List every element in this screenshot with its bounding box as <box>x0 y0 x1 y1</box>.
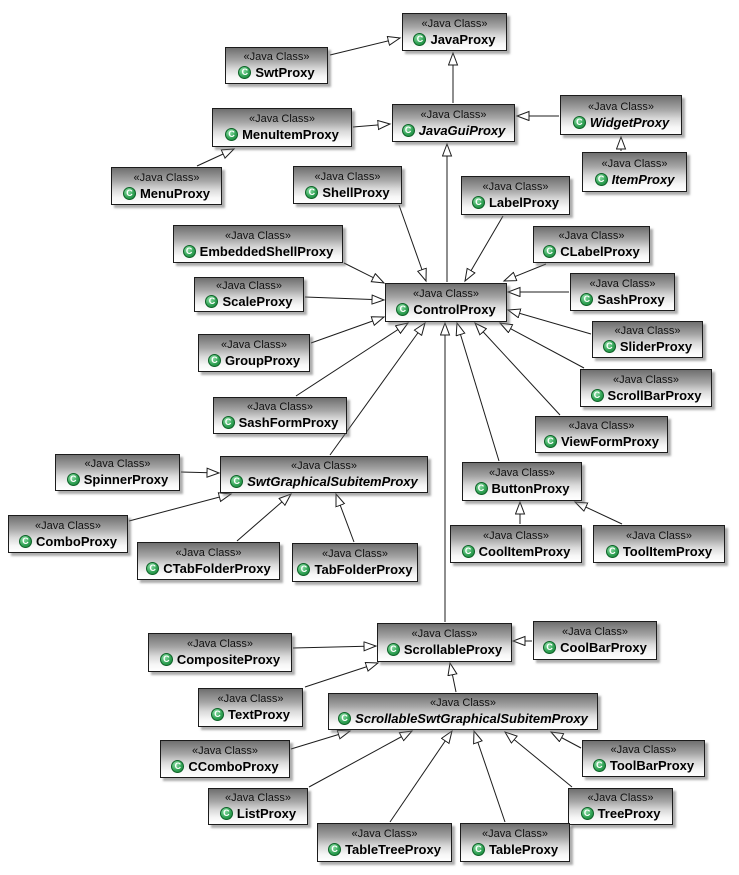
class-name-row <box>205 294 292 309</box>
class-name-label: TableProxy <box>488 842 559 857</box>
stereotype-label: «Java Class» <box>84 458 151 470</box>
class-name-row <box>238 65 314 80</box>
edge-ViewFormProxy-extends-ControlProxy <box>475 323 560 415</box>
class-node-ScaleProxy[interactable] <box>194 277 304 312</box>
class-name-label: MenuProxy <box>139 185 211 201</box>
java-class-icon: C <box>591 389 604 402</box>
java-class-icon: C <box>205 295 218 308</box>
class-name-row <box>595 172 675 187</box>
stereotype-label: «Java Class» <box>246 401 314 413</box>
class-node-ButtonProxy[interactable] <box>462 462 582 501</box>
edge-SliderProxy-extends-ControlProxy <box>508 310 591 334</box>
class-name-label: ScrollableProxy <box>403 642 503 657</box>
edge-MenuProxy-extends-MenuItemProxy <box>197 149 234 166</box>
java-class-icon: C <box>543 245 556 258</box>
class-name-row <box>387 642 502 657</box>
edge-CTabFolderProxy-extends-SwtGraphicalSubitemProxy <box>237 494 291 541</box>
class-node-TextProxy[interactable] <box>198 688 303 727</box>
java-class-icon: C <box>146 562 159 575</box>
java-class-icon: C <box>67 473 80 486</box>
java-class-icon: C <box>472 196 485 209</box>
class-name-row <box>591 388 702 403</box>
class-name-row <box>297 562 412 577</box>
class-name-row <box>67 472 169 487</box>
stereotype-label: «Java Class» <box>601 157 668 170</box>
java-class-icon: C <box>19 535 32 548</box>
class-name-label: EmbeddedShellProxy <box>199 243 334 259</box>
class-name-row <box>211 707 290 722</box>
stereotype-label: «Java Class» <box>421 17 488 30</box>
edge-ScaleProxy-extends-ControlProxy <box>305 297 384 300</box>
class-node-ViewFormProxy[interactable] <box>535 416 668 453</box>
stereotype-label: «Java Class» <box>587 100 655 113</box>
java-class-icon: C <box>595 173 608 186</box>
class-node-SwtProxy[interactable] <box>225 47 328 84</box>
stereotype-label: «Java Class» <box>215 280 283 292</box>
class-name-label: CLabelProxy <box>560 244 640 259</box>
java-class-icon: C <box>462 545 475 558</box>
class-node-SashProxy[interactable] <box>570 273 675 311</box>
class-name-label: SwtProxy <box>255 65 315 80</box>
class-name-row <box>606 544 712 559</box>
class-name-row <box>544 434 659 449</box>
class-node-SpinnerProxy[interactable] <box>55 454 180 491</box>
stereotype-label: «Java Class» <box>220 338 288 351</box>
java-class-icon: C <box>413 33 426 46</box>
class-name-row <box>19 534 117 549</box>
stereotype-label: «Java Class» <box>351 828 418 840</box>
java-class-icon: C <box>472 843 485 856</box>
stereotype-label: «Java Class» <box>612 373 680 386</box>
class-name-row <box>573 115 669 130</box>
edge-ToolBarProxy-extends-ScrollableSwtGraphicalSubitemProxy <box>551 732 581 748</box>
stereotype-label: «Java Class» <box>34 519 102 532</box>
stereotype-label: «Java Class» <box>614 325 681 337</box>
class-name-row <box>171 759 278 774</box>
stereotype-label: «Java Class» <box>186 638 254 650</box>
class-name-row <box>462 544 571 559</box>
class-node-CLabelProxy[interactable] <box>533 226 650 263</box>
edge-GroupProxy-extends-ControlProxy <box>311 317 384 343</box>
class-node-ToolBarProxy[interactable] <box>582 740 705 777</box>
stereotype-label: «Java Class» <box>481 828 549 840</box>
java-class-icon: C <box>573 116 586 129</box>
class-name-row <box>146 561 270 576</box>
java-class-icon: C <box>238 66 251 79</box>
class-name-row <box>580 292 664 307</box>
class-name-row <box>225 127 339 142</box>
stereotype-label: «Java Class» <box>321 548 389 560</box>
stereotype-label: «Java Class» <box>248 113 316 125</box>
java-class-icon: C <box>222 416 235 429</box>
edge-TabFolderProxy-extends-SwtGraphicalSubitemProxy <box>336 494 354 542</box>
class-name-label: ComboProxy <box>36 533 117 549</box>
java-class-icon: C <box>230 475 243 488</box>
class-name-label: ScrollableSwtGraphicalSubitemProxy <box>355 711 588 726</box>
class-name-label: CTabFolderProxy <box>163 560 271 576</box>
stereotype-label: «Java Class» <box>314 170 381 183</box>
class-node-WidgetProxy[interactable] <box>560 95 682 135</box>
java-class-icon: C <box>183 245 196 258</box>
class-name-row <box>543 244 639 259</box>
stereotype-label: «Java Class» <box>412 288 480 300</box>
edge-SwtProxy-extends-JavaProxy <box>330 38 400 55</box>
class-node-ScrollBarProxy[interactable] <box>580 369 712 407</box>
class-node-TabFolderProxy[interactable] <box>292 543 418 582</box>
stereotype-label: «Java Class» <box>133 171 200 184</box>
class-node-CompositeProxy[interactable] <box>148 633 292 672</box>
class-name-row <box>472 195 559 210</box>
class-name-row <box>396 302 495 317</box>
class-node-JavaProxy[interactable] <box>402 13 507 51</box>
class-name-label: ItemProxy <box>611 171 675 187</box>
java-class-icon: C <box>171 760 184 773</box>
class-node-GroupProxy[interactable] <box>198 334 310 372</box>
class-name-row <box>543 640 647 655</box>
edge-CLabelProxy-extends-ControlProxy <box>504 264 546 281</box>
stereotype-label: «Java Class» <box>411 628 478 640</box>
java-class-icon: C <box>211 708 224 721</box>
edge-ToolItemProxy-extends-ButtonProxy <box>575 502 622 524</box>
stereotype-label: «Java Class» <box>558 230 625 242</box>
edge-ComboProxy-extends-SwtGraphicalSubitemProxy <box>129 494 231 521</box>
class-name-label: CoolItemProxy <box>478 543 571 559</box>
stereotype-label: «Java Class» <box>482 181 549 193</box>
edge-ScrollableSwtGraphicalSubitemProxy-extends-ScrollableProxy <box>450 663 456 692</box>
class-name-label: SliderProxy <box>619 339 693 354</box>
class-node-TreeProxy[interactable] <box>568 788 673 825</box>
class-node-ControlProxy[interactable] <box>385 283 507 322</box>
java-class-icon: C <box>544 435 557 448</box>
class-name-label: CoolBarProxy <box>560 640 647 655</box>
class-name-label: ScrollBarProxy <box>607 387 702 403</box>
class-name-label: CComboProxy <box>188 758 279 774</box>
java-class-icon: C <box>603 340 616 353</box>
stereotype-label: «Java Class» <box>224 792 292 804</box>
java-class-icon: C <box>387 643 400 656</box>
edge-SpinnerProxy-extends-SwtGraphicalSubitemProxy <box>181 472 219 473</box>
class-name-row <box>413 32 495 47</box>
class-node-SwtGraphicalSubitemProxy[interactable] <box>220 456 428 493</box>
class-node-EmbeddedShellProxy[interactable] <box>173 225 343 263</box>
edge-CComboProxy-extends-ScrollableSwtGraphicalSubitemProxy <box>291 731 350 749</box>
edge-MenuItemProxy-extends-JavaGuiProxy <box>353 124 390 127</box>
class-name-row <box>593 758 694 773</box>
stereotype-label: «Java Class» <box>420 108 487 121</box>
class-name-row <box>160 652 280 667</box>
java-class-icon: C <box>402 124 415 137</box>
edge-EmbeddedShellProxy-extends-ControlProxy <box>344 263 384 283</box>
java-class-icon: C <box>328 843 341 856</box>
edge-TreeProxy-extends-ScrollableSwtGraphicalSubitemProxy <box>505 732 572 787</box>
class-node-SliderProxy[interactable] <box>592 321 703 358</box>
class-name-row <box>123 186 210 201</box>
class-name-label: SpinnerProxy <box>83 472 169 487</box>
class-name-label: SashFormProxy <box>238 415 339 430</box>
java-class-icon: C <box>581 807 594 820</box>
class-name-row <box>603 339 692 354</box>
class-name-label: ShellProxy <box>322 184 390 200</box>
stereotype-label: «Java Class» <box>610 744 677 756</box>
java-class-icon: C <box>338 712 351 725</box>
java-class-icon: C <box>160 653 173 666</box>
class-name-row <box>581 806 661 821</box>
class-name-label: ToolBarProxy <box>609 758 695 773</box>
class-name-row <box>305 185 389 200</box>
edge-TableProxy-extends-ScrollableSwtGraphicalSubitemProxy <box>474 731 505 822</box>
class-node-ComboProxy[interactable] <box>8 515 128 553</box>
java-class-icon: C <box>396 303 409 316</box>
stereotype-label: «Java Class» <box>224 229 292 242</box>
java-class-icon: C <box>305 186 318 199</box>
class-node-CComboProxy[interactable] <box>160 740 290 778</box>
class-name-row <box>222 415 339 430</box>
stereotype-label: «Java Class» <box>429 697 497 709</box>
class-node-CoolItemProxy[interactable] <box>450 525 582 563</box>
edge-ScrollBarProxy-extends-ControlProxy <box>500 323 584 368</box>
stereotype-label: «Java Class» <box>482 529 550 542</box>
class-name-label: CompositeProxy <box>176 652 281 667</box>
stereotype-label: «Java Class» <box>217 693 284 705</box>
class-node-MenuProxy[interactable] <box>111 167 222 205</box>
edge-SashFormProxy-extends-ControlProxy <box>296 323 408 396</box>
stereotype-label: «Java Class» <box>587 792 654 804</box>
java-class-icon: C <box>475 482 488 495</box>
edge-LabelProxy-extends-ControlProxy <box>465 216 503 281</box>
class-name-label: JavaGuiProxy <box>418 122 506 138</box>
class-node-ScrollableProxy[interactable] <box>377 623 512 662</box>
stereotype-label: «Java Class» <box>290 460 358 472</box>
java-class-icon: C <box>606 545 619 558</box>
class-name-label: ViewFormProxy <box>560 434 660 449</box>
class-name-label: ListProxy <box>236 806 297 821</box>
class-name-label: ButtonProxy <box>491 481 570 496</box>
class-name-row <box>475 481 570 496</box>
class-node-ItemProxy[interactable] <box>582 152 687 192</box>
class-name-label: WidgetProxy <box>589 114 670 130</box>
java-class-icon: C <box>580 293 593 306</box>
stereotype-label: «Java Class» <box>191 744 259 757</box>
class-name-row <box>328 842 441 857</box>
class-name-label: GroupProxy <box>224 352 301 368</box>
java-class-icon: C <box>543 641 556 654</box>
stereotype-label: «Java Class» <box>243 51 310 63</box>
class-name-row <box>472 842 558 857</box>
class-name-row <box>208 353 300 368</box>
stereotype-label: «Java Class» <box>561 626 629 638</box>
class-name-label: JavaProxy <box>430 31 496 47</box>
class-name-row <box>220 806 296 821</box>
stereotype-label: «Java Class» <box>175 546 242 559</box>
class-name-label: SwtGraphicalSubitemProxy <box>247 474 418 489</box>
class-name-label: TabFolderProxy <box>314 562 413 577</box>
class-node-MenuItemProxy[interactable] <box>212 108 352 147</box>
stereotype-label: «Java Class» <box>568 420 635 432</box>
class-node-LabelProxy[interactable] <box>461 176 570 215</box>
edge-TableTreeProxy-extends-ScrollableSwtGraphicalSubitemProxy <box>390 731 452 822</box>
class-name-label: TextProxy <box>228 707 290 722</box>
class-node-ShellProxy[interactable] <box>293 166 402 204</box>
class-name-label: SashProxy <box>597 291 665 307</box>
java-class-icon: C <box>220 807 233 820</box>
edge-CompositeProxy-extends-ScrollableProxy <box>293 646 376 648</box>
class-node-ToolItemProxy[interactable] <box>593 525 725 563</box>
java-class-icon: C <box>297 563 310 576</box>
class-node-ScrollableSwtGraphicalSubitemProxy[interactable] <box>328 693 598 730</box>
class-node-CoolBarProxy[interactable] <box>533 621 657 660</box>
class-node-ListProxy[interactable] <box>208 788 308 825</box>
java-class-icon: C <box>225 128 238 141</box>
edge-ButtonProxy-extends-ControlProxy <box>457 323 499 461</box>
stereotype-label: «Java Class» <box>488 467 556 479</box>
edge-ListProxy-extends-ScrollableSwtGraphicalSubitemProxy <box>309 731 412 787</box>
stereotype-label: «Java Class» <box>589 277 656 290</box>
class-name-row <box>402 123 506 138</box>
class-name-row <box>183 244 334 259</box>
stereotype-label: «Java Class» <box>625 529 693 542</box>
class-name-label: ControlProxy <box>413 302 496 317</box>
class-node-TableTreeProxy[interactable] <box>317 823 452 862</box>
edge-ShellProxy-extends-ControlProxy <box>399 205 426 281</box>
java-class-icon: C <box>593 759 606 772</box>
java-class-icon: C <box>123 187 136 200</box>
class-node-CTabFolderProxy[interactable] <box>137 542 280 580</box>
class-name-row <box>230 474 418 489</box>
class-name-label: MenuItemProxy <box>242 127 339 142</box>
class-node-SashFormProxy[interactable] <box>213 397 347 434</box>
class-name-label: LabelProxy <box>488 195 560 210</box>
class-name-label: ScaleProxy <box>222 294 293 309</box>
class-name-label: ToolItemProxy <box>622 543 713 559</box>
edge-TextProxy-extends-ScrollableProxy <box>305 663 378 687</box>
class-name-row <box>338 711 588 726</box>
class-name-label: TreeProxy <box>597 806 661 821</box>
class-name-label: TableTreeProxy <box>345 842 441 857</box>
class-node-JavaGuiProxy[interactable] <box>392 104 515 142</box>
class-node-TableProxy[interactable] <box>460 823 570 862</box>
java-class-icon: C <box>208 354 221 367</box>
